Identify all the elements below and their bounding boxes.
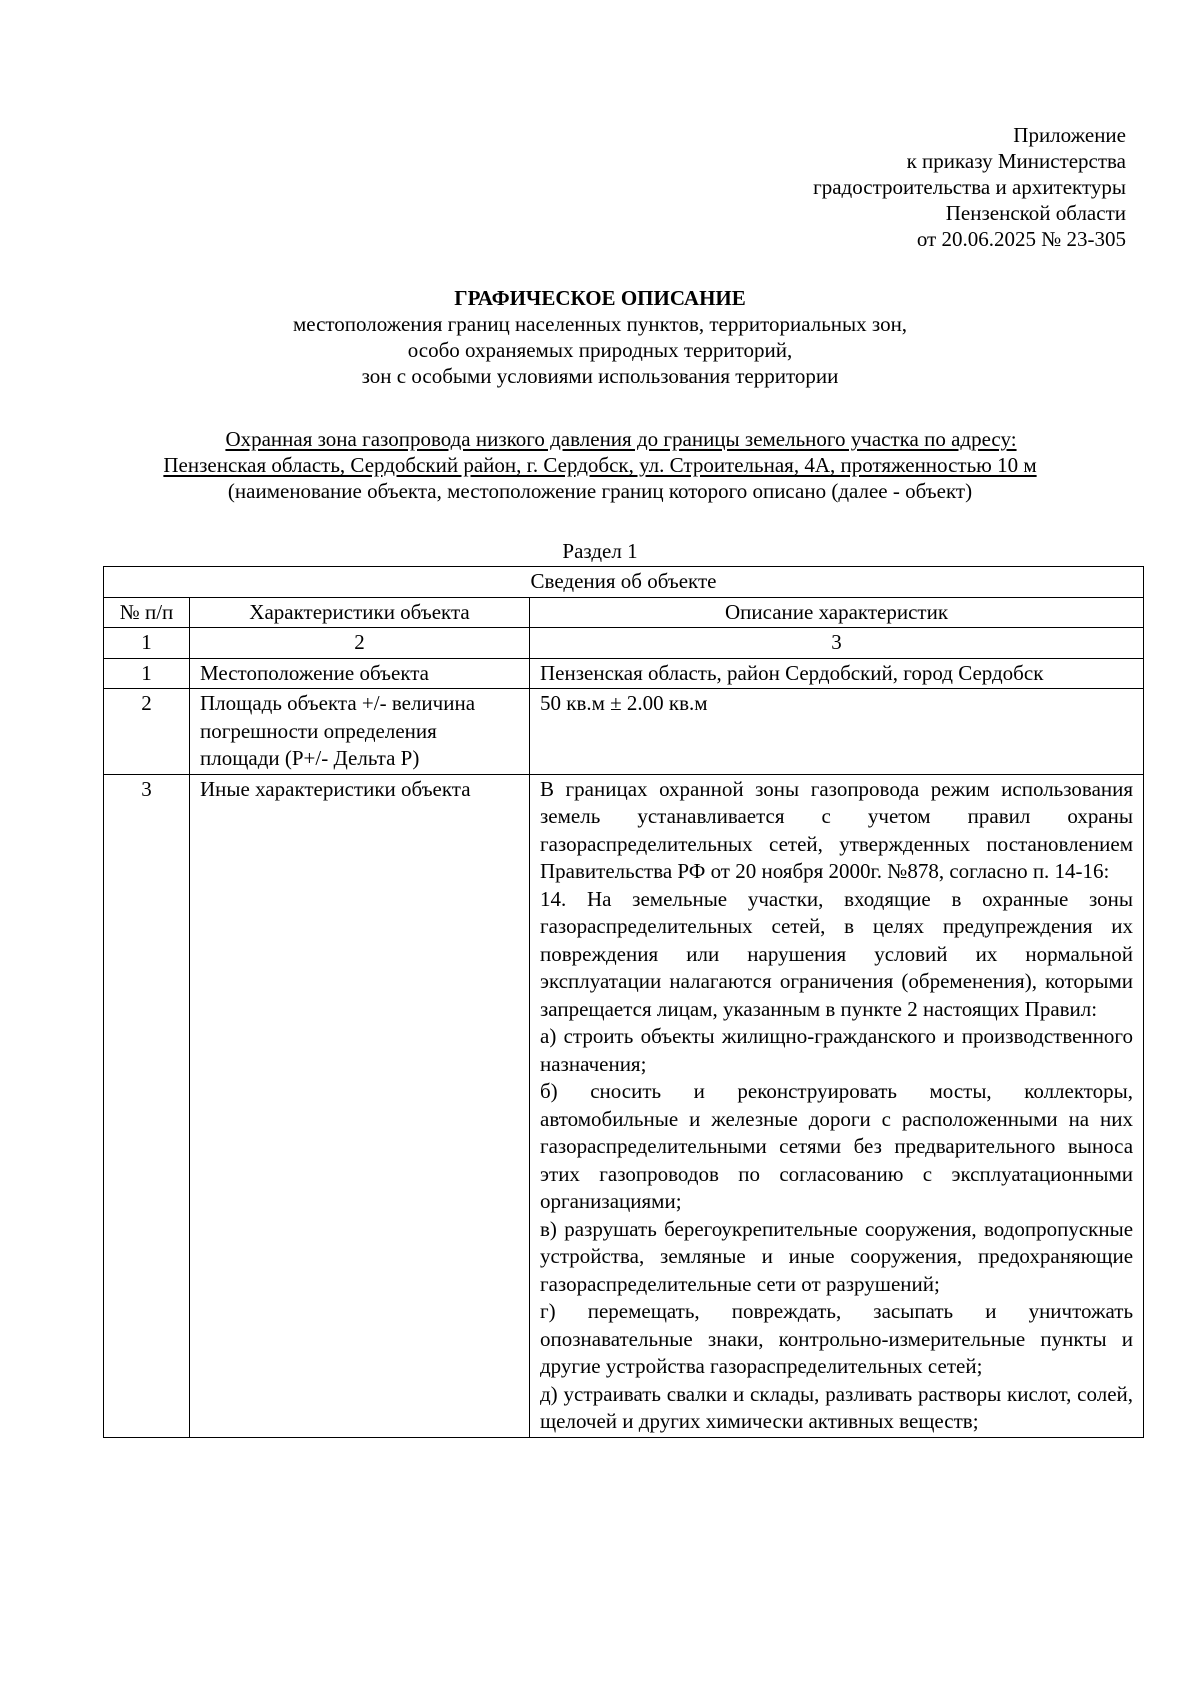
row-characteristic: Площадь объекта +/- величина погрешности определения площади (P+/- Дельта P) xyxy=(190,689,530,775)
object-caption: (наименование объекта, местоположение границ которого описано (далее - объект) xyxy=(227,479,973,503)
section-label: Раздел 1 xyxy=(562,539,638,563)
row-number: 2 xyxy=(104,689,190,775)
column-number-cell: 2 xyxy=(190,628,530,659)
appendix-line: к приказу Министерства xyxy=(906,149,1126,173)
row-number: 1 xyxy=(104,658,190,689)
object-name-line: Пензенская область, Сердобский район, г. Сердобск, ул. Строительная, 4А, протяженностью 10 м xyxy=(163,453,1037,477)
document-title-block xyxy=(100,285,1100,389)
table-row xyxy=(104,689,1144,775)
appendix-line: от 20.06.2025 № 23-305 xyxy=(916,227,1126,251)
table-header-row xyxy=(104,597,1144,628)
object-name-line: Охранная зона газопровода низкого давления до границы земельного участка по адресу: xyxy=(225,427,1017,451)
header-cell: Описание характеристик xyxy=(530,597,1144,628)
column-number-row xyxy=(104,628,1144,659)
description-paragraph: б) сносить и реконструировать мосты, коллекторы, автомобильные и железные дороги с расположенными на них газораспределительными сетями без предварительного выноса этих газопроводов по согласованию с эксплуатационными организациями; xyxy=(540,1079,1134,1213)
column-number-cell: 3 xyxy=(530,628,1144,659)
document-subtitle-line: особо охраняемых природных территорий, xyxy=(407,338,793,362)
appendix-line: градостроительства и архитектуры xyxy=(813,175,1126,199)
row-description: Пензенская область, район Сердобский, город Сердобск xyxy=(530,658,1144,689)
document-subtitle-line: местоположения границ населенных пунктов, территориальных зон, xyxy=(292,312,908,336)
object-name-block xyxy=(100,426,1100,504)
row-characteristic: Иные характеристики объекта xyxy=(190,774,530,1437)
object-info-table xyxy=(103,566,1144,1438)
description-paragraph: а) строить объекты жилищно-гражданского и производственного назначения; xyxy=(540,1024,1134,1076)
document-subtitle-line: зон с особыми условиями использования территории xyxy=(361,364,839,388)
row-characteristic: Местоположение объекта xyxy=(190,658,530,689)
description-paragraph: д) устраивать свалки и склады, разливать растворы кислот, солей, щелочей и других химически активных веществ; xyxy=(540,1381,1134,1433)
description-paragraph: г) перемещать, повреждать, засыпать и уничтожать опознавательные знаки, контрольно-измерительные пункты и другие устройства газораспределительных сетей; xyxy=(540,1299,1134,1378)
appendix-line: Пензенской области xyxy=(945,201,1126,225)
description-paragraph: в) разрушать берегоукрепительные сооружения, водопропускные устройства, земляные и иные сооружения, предохраняющие газораспределительные сети от разрушений; xyxy=(540,1216,1134,1296)
column-number-cell: 1 xyxy=(104,628,190,659)
table-row xyxy=(104,774,1144,1437)
table-title-row xyxy=(104,567,1144,598)
row-number: 3 xyxy=(104,774,190,1437)
appendix-header xyxy=(813,122,1126,252)
description-paragraph: В границах охранной зоны газопровода режим использования земель устанавливается с учетом правил охраны газораспределительных сетей, утвержденных постановлением Правительства РФ от 20 ноября 2000г. №878, согласно п. 14-16: xyxy=(540,776,1134,883)
table-row xyxy=(104,658,1144,689)
table-title: Сведения об объекте xyxy=(104,567,1144,598)
appendix-line: Приложение xyxy=(1013,123,1126,147)
description-paragraph: 14. На земельные участки, входящие в охранные зоны газораспределительных сетей, в целях предупреждения их повреждения или нарушения условий их нормальной эксплуатации налагаются ограничения (обременения), которыми запрещается лицам, указанным в пункте 2 настоящих Правил: xyxy=(540,886,1134,1021)
row-description: 50 кв.м ± 2.00 кв.м xyxy=(530,689,1144,775)
header-cell: Характеристики объекта xyxy=(190,597,530,628)
header-cell: № п/п xyxy=(104,597,190,628)
row-description xyxy=(530,774,1144,1437)
document-title: ГРАФИЧЕСКОЕ ОПИСАНИЕ xyxy=(454,286,746,310)
